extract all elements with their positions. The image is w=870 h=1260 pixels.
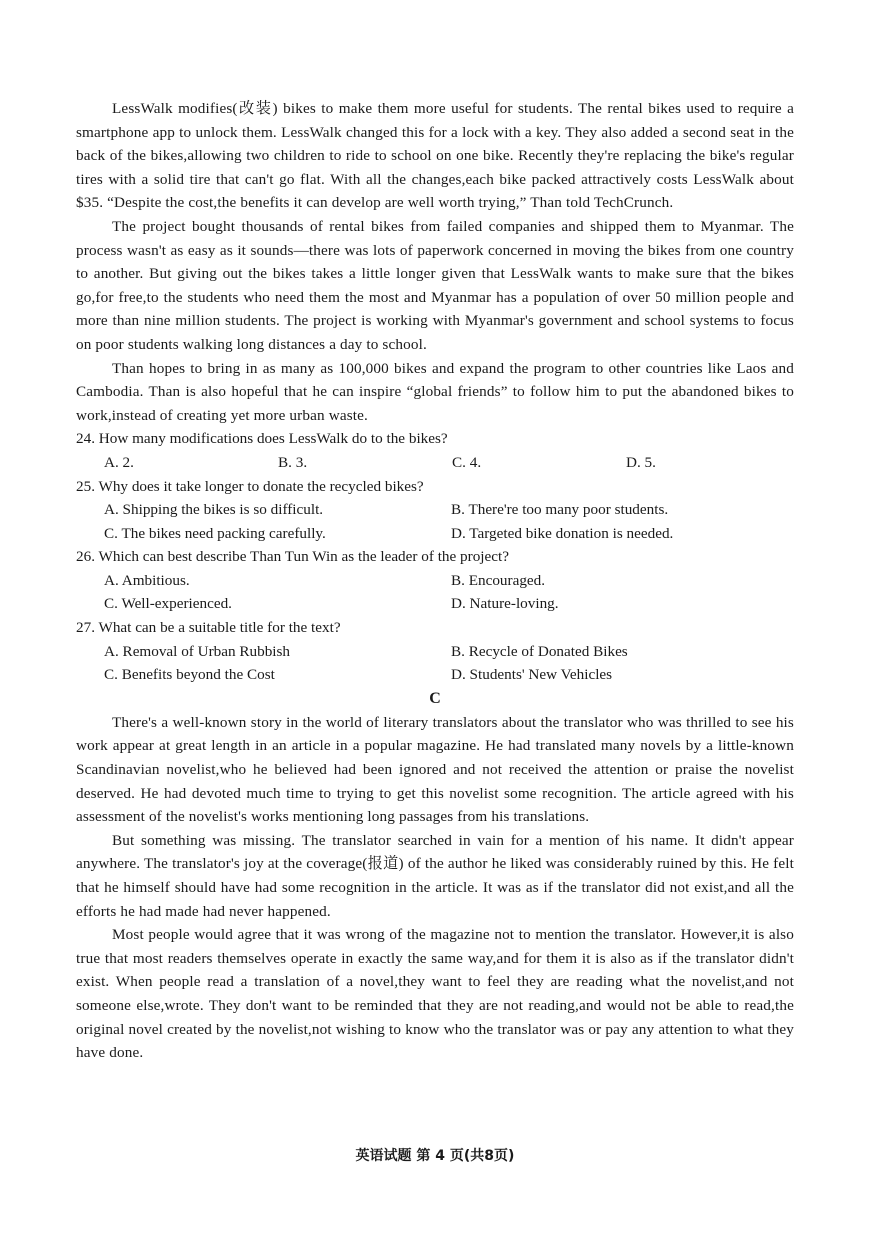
- option-c: C. Benefits beyond the Cost: [104, 666, 275, 684]
- passage-paragraph: There's a well-known story in the world of literary translators about the translator who was thrilled to see his work appear at great length in an article in a popular magazine. He had translated many novels by a little-known Scandinavian novelist,who he believed had been ignored and not received the attention or praise the novelist deserved. He had devoted much time to trying to get this novelist some recognition. The article agreed with his assessment of the novelist's works mentioning long passages from his translations.: [76, 713, 794, 826]
- option-b: B. There're too many poor students.: [451, 501, 669, 519]
- exam-page: [76, 97, 794, 1065]
- page-footer: 英语试题 第 4 页(共8页): [355, 1148, 515, 1164]
- option-d: D. Targeted bike donation is needed.: [451, 524, 674, 542]
- question-25: [76, 475, 794, 546]
- passage-paragraph: LessWalk modifies(改装) bikes to make them more useful for students. The rental bikes used to require a smartphone app to unlock them. LessWalk changed this for a lock with a key. They also added a second seat in the back of the bikes,allowing two children to ride to school on one bike. Recently they're replacing the bike's regular tires with a solid tire that can't go flat. With all the changes,each bike packed attractively costs LessWalk about $35. “Despite the cost,the benefits it can develop are well worth trying,” Than told TechCrunch.: [76, 100, 794, 212]
- option-a: A. Shipping the bikes is so difficult.: [104, 501, 324, 519]
- options: [76, 640, 794, 687]
- question-stem: 25. Why does it take longer to donate the recycled bikes?: [76, 477, 424, 495]
- option-d: D. Students' New Vehicles: [451, 666, 613, 684]
- option-c: C. 4.: [452, 453, 482, 471]
- option-a: A. Ambitious.: [104, 571, 190, 589]
- option-b: B. Recycle of Donated Bikes: [451, 642, 628, 660]
- section-heading: C: [429, 689, 441, 707]
- options: [76, 451, 794, 475]
- option-d: D. 5.: [626, 453, 656, 471]
- question-26: [76, 545, 794, 616]
- question-24: [76, 427, 794, 474]
- passage-paragraph: But something was missing. The translator searched in vain for a mention of his name. It didn't appear anywhere. The translator's joy at the coverage(报道) of the author he liked was considerably ruined by this. He felt that he himself should have had some recognition in the article. It was as if the translator did not exist,and all the efforts he had made had never happened.: [76, 831, 794, 920]
- options: [76, 498, 794, 545]
- question-stem: 24. How many modifications does LessWalk do to the bikes?: [76, 430, 448, 448]
- option-d: D. Nature-loving.: [451, 595, 559, 613]
- passage-paragraph: Than hopes to bring in as many as 100,000 bikes and expand the program to other countries like Laos and Cambodia. Than is also hopeful that he can inspire “global friends” to follow him to put the abandoned bikes to work,instead of creating yet more urban waste.: [76, 359, 794, 424]
- option-a: A. 2.: [104, 453, 134, 471]
- passage-paragraph: Most people would agree that it was wrong of the magazine not to mention the translator. However,it is also true that most readers themselves operate in exactly the same way,and for them it is also as if the translator didn't exist. When people read a translation of a novel,they want to feel they are reading what the novelist,and not someone else,wrote. They don't want to be reminded that they are not reading,and would not be able to read,the original novel created by the novelist,not wishing to know who the translator was or pay any attention to what they have done.: [76, 926, 794, 1062]
- option-b: B. 3.: [278, 453, 308, 471]
- option-c: C. Well-experienced.: [104, 595, 232, 613]
- options: [76, 569, 794, 616]
- question-27: [76, 616, 794, 687]
- passage-paragraph: The project bought thousands of rental bikes from failed companies and shipped them to Myanmar. The process wasn't as easy as it sounds—there was lots of paperwork concerned in moving the bikes from one country to another. But giving out the bikes takes a little longer given that LessWalk wants to make sure that the bikes go,for free,to the students who need them the most and Myanmar has a population of over 50 million people and more than nine million students. The project is working with Myanmar's government and school systems to focus on poor students walking long distances a day to school.: [76, 217, 794, 353]
- question-stem: 26. Which can best describe Than Tun Win as the leader of the project?: [76, 548, 509, 566]
- question-stem: 27. What can be a suitable title for the text?: [76, 619, 341, 637]
- option-b: B. Encouraged.: [451, 571, 546, 589]
- option-a: A. Removal of Urban Rubbish: [104, 642, 291, 660]
- option-c: C. The bikes need packing carefully.: [104, 524, 326, 542]
